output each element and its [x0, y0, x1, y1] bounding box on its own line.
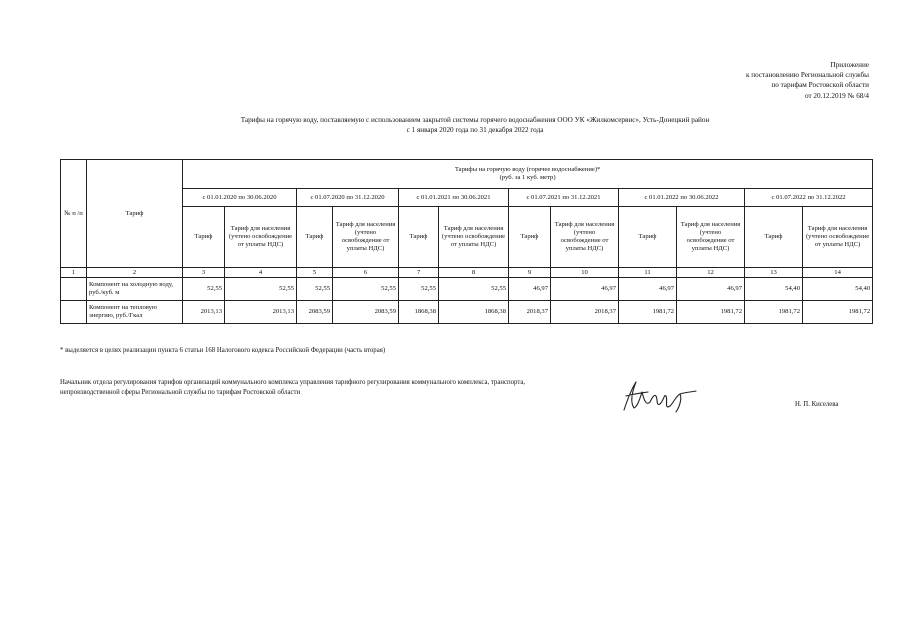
appendix-line-1: Приложение: [830, 61, 869, 69]
appendix-line-3: по тарифам Ростовской области: [771, 81, 869, 90]
row-index: [61, 278, 87, 301]
period-header: с 01.01.2020 по 30.06.2020: [183, 189, 297, 207]
row-value: 46,97: [509, 278, 551, 301]
subheader-population-tariff: Тариф для населения (учтено освобождение от уплаты НДС): [439, 207, 509, 268]
row-value: 1981,72: [677, 301, 745, 324]
column-number: 8: [439, 268, 509, 278]
row-value: 1868,38: [399, 301, 439, 324]
subheader-tariff: Тариф: [745, 207, 803, 268]
table-row-cold-water: [61, 278, 873, 301]
signer-title: Начальник отдела регулирования тарифов организаций коммунального комплекса управления тарифного регулирования коммунального комплекса, транспорта, непроизводственной сферы Региональной службы по тарифам Ростовской области: [60, 379, 526, 396]
row-name: Компонент на тепловую энергию, руб./Гкал: [87, 301, 183, 324]
header-group-unit: (руб. за 1 куб. метр): [499, 174, 556, 181]
subheader-population-tariff: Тариф для населения (учтено освобождение от уплаты НДС): [677, 207, 745, 268]
tariffs-table: [60, 159, 873, 324]
subheader-tariff: Тариф: [297, 207, 333, 268]
signer-name: Н. П. Киселева: [795, 401, 839, 408]
period-header: с 01.07.2020 по 31.12.2020: [297, 189, 399, 207]
column-number: 14: [803, 268, 873, 278]
column-number: 3: [183, 268, 225, 278]
subheader-tariff: Тариф: [183, 207, 225, 268]
row-value: 52,55: [225, 278, 297, 301]
row-value: 2018,37: [509, 301, 551, 324]
column-number: 7: [399, 268, 439, 278]
row-value: 46,97: [619, 278, 677, 301]
title-line-1: Тарифы на горячую воду, поставляемую с использованием закрытой системы горячего водоснабжения ООО УК «Жилкомсервис», Усть-Донецкий район: [240, 116, 710, 124]
subheader-population-tariff: Тариф для населения (учтено освобождение от уплаты НДС): [803, 207, 873, 268]
period-header: с 01.01.2021 по 30.06.2021: [399, 189, 509, 207]
column-number: 10: [551, 268, 619, 278]
row-value: 2083,59: [333, 301, 399, 324]
column-number: 6: [333, 268, 399, 278]
row-value: 2013,13: [183, 301, 225, 324]
row-value: 52,55: [297, 278, 333, 301]
header-group-title: Тарифы на горячую воду (горячее водоснабжение)*: [454, 166, 601, 173]
handwritten-signature: [618, 376, 698, 416]
column-number: 9: [509, 268, 551, 278]
row-value: 52,55: [399, 278, 439, 301]
subheader-tariff: Тариф: [509, 207, 551, 268]
column-number-row: [61, 268, 873, 278]
row-value: 52,55: [183, 278, 225, 301]
row-value: 2018,37: [551, 301, 619, 324]
subheader-tariff: Тариф: [619, 207, 677, 268]
column-number: 1: [61, 268, 87, 278]
row-value: 1981,72: [619, 301, 677, 324]
row-value: 1981,72: [745, 301, 803, 324]
appendix-block: [746, 60, 869, 101]
row-value: 54,40: [745, 278, 803, 301]
header-group: [183, 160, 873, 189]
row-value: 2013,13: [225, 301, 297, 324]
subheader-population-tariff: Тариф для населения (учтено освобождение от уплаты НДС): [225, 207, 297, 268]
column-number: 4: [225, 268, 297, 278]
period-header: с 01.07.2022 по 31.12.2022: [745, 189, 873, 207]
header-row-number: № п /п: [61, 160, 87, 268]
row-value: 46,97: [551, 278, 619, 301]
row-name: Компонент на холодную воду, руб./куб. м: [87, 278, 183, 301]
row-value: 1981,72: [803, 301, 873, 324]
row-index: [61, 301, 87, 324]
column-number: 2: [87, 268, 183, 278]
row-value: 46,97: [677, 278, 745, 301]
footnote: * выделяется в целях реализации пункта 6 статьи 168 Налогового кодекса Российской Федерации (часть вторая): [60, 347, 386, 354]
table-row-thermal-energy: [61, 301, 873, 324]
column-number: 5: [297, 268, 333, 278]
header-tariff-name: Тариф: [87, 160, 183, 268]
title-line-2: с 1 января 2020 года по 31 декабря 2022 года: [406, 126, 544, 134]
column-number: 11: [619, 268, 677, 278]
column-number: 12: [677, 268, 745, 278]
appendix-line-4: от 20.12.2019 № 68/4: [804, 91, 869, 100]
column-number: 13: [745, 268, 803, 278]
period-header: с 01.07.2021 по 31.12.2021: [509, 189, 619, 207]
period-header: с 01.01.2022 по 30.06.2022: [619, 189, 745, 207]
row-value: 2083,59: [297, 301, 333, 324]
document-title: [60, 115, 890, 135]
appendix-line-2: к постановлению Региональной службы: [745, 71, 869, 80]
row-value: 52,55: [333, 278, 399, 301]
subheader-population-tariff: Тариф для населения (учтено освобождение от уплаты НДС): [551, 207, 619, 268]
row-value: 1868,38: [439, 301, 509, 324]
subheader-population-tariff: Тариф для населения (учтено освобождение от уплаты НДС): [333, 207, 399, 268]
row-value: 52,55: [439, 278, 509, 301]
row-value: 54,40: [803, 278, 873, 301]
subheader-tariff: Тариф: [399, 207, 439, 268]
